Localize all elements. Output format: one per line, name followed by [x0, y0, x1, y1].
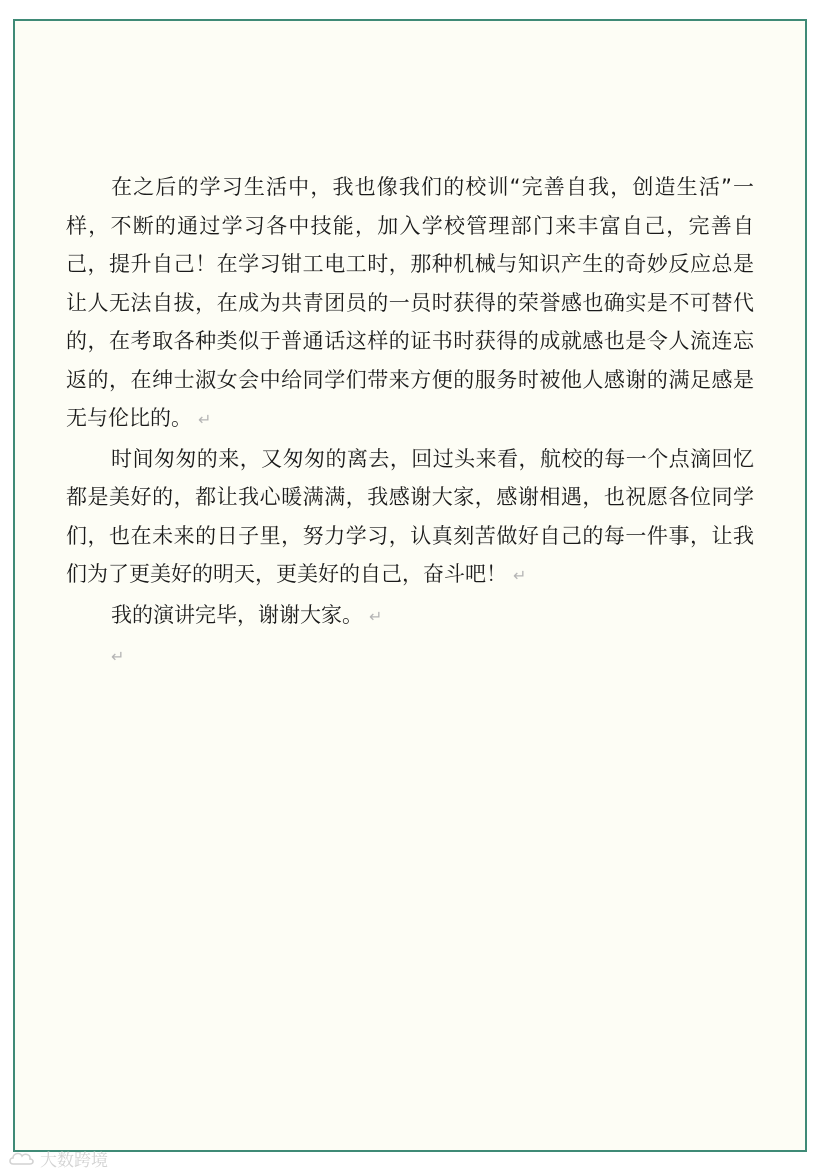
paragraph-mark-icon: ↵	[369, 606, 383, 626]
paragraph-3	[66, 596, 754, 637]
paragraph-2-text: 时间匆匆的来，又匆匆的离去，回过头来看，航校的每一个点滴回忆都是美好的，都让我心暖满满，我感谢大家，感谢相遇，也祝愿各位同学们，也在未来的日子里，努力学习，认真刻苦做好自己的每一件事，让我们为了更美好的明天，更美好的自己，奋斗吧！	[66, 446, 754, 586]
empty-paragraph	[66, 636, 754, 675]
paragraph-mark-icon: ↵	[111, 647, 125, 666]
document-body[interactable]	[66, 168, 754, 675]
paragraph-mark-icon: ↵	[198, 410, 212, 429]
paragraph-1	[66, 168, 754, 440]
paragraph-3-text: 我的演讲完毕，谢谢大家。	[111, 602, 363, 627]
paragraph-2	[66, 440, 754, 596]
paragraph-1-text: 在之后的学习生活中，我也像我们的校训“完善自我，创造生活”一样，不断的通过学习各中技能，加入学校管理部门来丰富自己，完善自己，提升自己！在学习钳工电工时，那种机械与知识产生的奇妙反应总是让人无法自拔，在成为共青团员的一员时获得的荣誉感也确实是不可替代的，在考取各种类似于普通话这样的证书时获得的成就感也是令人流连忘返的，在绅士淑女会中给同学们带来方便的服务时被他人感谢的满足感是无与伦比的。	[66, 175, 754, 430]
watermark-text: 大数跨境	[40, 1151, 108, 1171]
cloud-logo-icon	[6, 1149, 38, 1169]
watermark	[6, 1146, 108, 1171]
paragraph-mark-icon: ↵	[513, 566, 527, 585]
